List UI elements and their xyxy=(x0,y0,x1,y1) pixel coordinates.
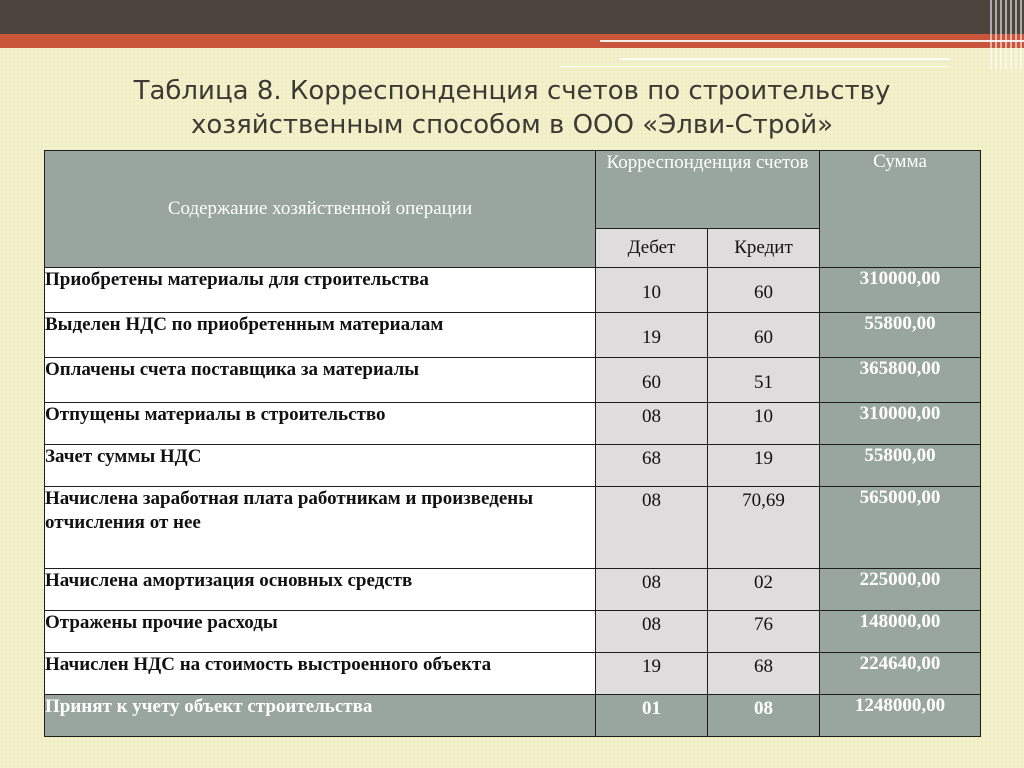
table-row xyxy=(45,403,981,445)
debit-cell: 19 xyxy=(596,653,708,695)
debit-cell: 19 xyxy=(596,313,708,358)
operation-cell: Начислен НДС на стоимость выстроенного объекта xyxy=(45,653,596,695)
amount-cell: 1248000,00 xyxy=(820,695,981,737)
table-row xyxy=(45,569,981,611)
decorative-line xyxy=(620,58,950,60)
operation-cell: Принят к учету объект строительства xyxy=(45,695,596,737)
amount-cell: 225000,00 xyxy=(820,569,981,611)
debit-cell: 10 xyxy=(596,268,708,313)
decorative-line xyxy=(560,66,950,67)
operation-cell: Отражены прочие расходы xyxy=(45,611,596,653)
debit-cell: 08 xyxy=(596,611,708,653)
amount-cell: 365800,00 xyxy=(820,358,981,403)
header-operation: Содержание хозяйственной операции xyxy=(45,151,596,268)
debit-cell: 08 xyxy=(596,487,708,569)
debit-cell: 08 xyxy=(596,403,708,445)
credit-cell: 19 xyxy=(708,445,820,487)
title-line-2: хозяйственным способом в ООО «Элви-Строй» xyxy=(190,110,834,140)
slide-title xyxy=(0,74,1024,142)
table-row xyxy=(45,358,981,403)
amount-cell: 565000,00 xyxy=(820,487,981,569)
credit-cell: 60 xyxy=(708,268,820,313)
credit-cell: 68 xyxy=(708,653,820,695)
amount-cell: 224640,00 xyxy=(820,653,981,695)
operation-cell: Начислена заработная плата работникам и произведены отчисления от нее xyxy=(45,487,596,569)
table-row xyxy=(45,611,981,653)
table-row xyxy=(45,653,981,695)
table-row xyxy=(45,445,981,487)
credit-cell: 02 xyxy=(708,569,820,611)
operation-cell: Отпущены материалы в строительство xyxy=(45,403,596,445)
debit-cell: 68 xyxy=(596,445,708,487)
table-row xyxy=(45,487,981,569)
credit-cell: 08 xyxy=(708,695,820,737)
amount-cell: 55800,00 xyxy=(820,445,981,487)
debit-cell: 01 xyxy=(596,695,708,737)
credit-cell: 10 xyxy=(708,403,820,445)
amount-cell: 55800,00 xyxy=(820,313,981,358)
account-correspondence-table xyxy=(44,150,981,737)
amount-cell: 310000,00 xyxy=(820,268,981,313)
credit-cell: 76 xyxy=(708,611,820,653)
top-bar xyxy=(0,0,1024,34)
table-row xyxy=(45,268,981,313)
amount-cell: 310000,00 xyxy=(820,403,981,445)
operation-cell: Начислена амортизация основных средств xyxy=(45,569,596,611)
header-amount: Сумма xyxy=(820,151,981,268)
header-debit: Дебет xyxy=(596,228,708,267)
operation-cell: Приобретены материалы для строительства xyxy=(45,268,596,313)
credit-cell: 70,69 xyxy=(708,487,820,569)
operation-cell: Оплачены счета поставщика за материалы xyxy=(45,358,596,403)
table-row xyxy=(45,313,981,358)
operation-cell: Зачет суммы НДС xyxy=(45,445,596,487)
debit-cell: 60 xyxy=(596,358,708,403)
title-line-1: Таблица 8. Корреспонденция счетов по строительству xyxy=(133,76,891,106)
decorative-corner xyxy=(990,0,1024,70)
debit-cell: 08 xyxy=(596,569,708,611)
credit-cell: 60 xyxy=(708,313,820,358)
operation-cell: Выделен НДС по приобретенным материалам xyxy=(45,313,596,358)
header-credit: Кредит xyxy=(708,228,820,267)
table-row-total xyxy=(45,695,981,737)
amount-cell: 148000,00 xyxy=(820,611,981,653)
credit-cell: 51 xyxy=(708,358,820,403)
header-correspondence: Корреспонденция счетов xyxy=(596,151,820,229)
decorative-line xyxy=(600,40,1024,42)
